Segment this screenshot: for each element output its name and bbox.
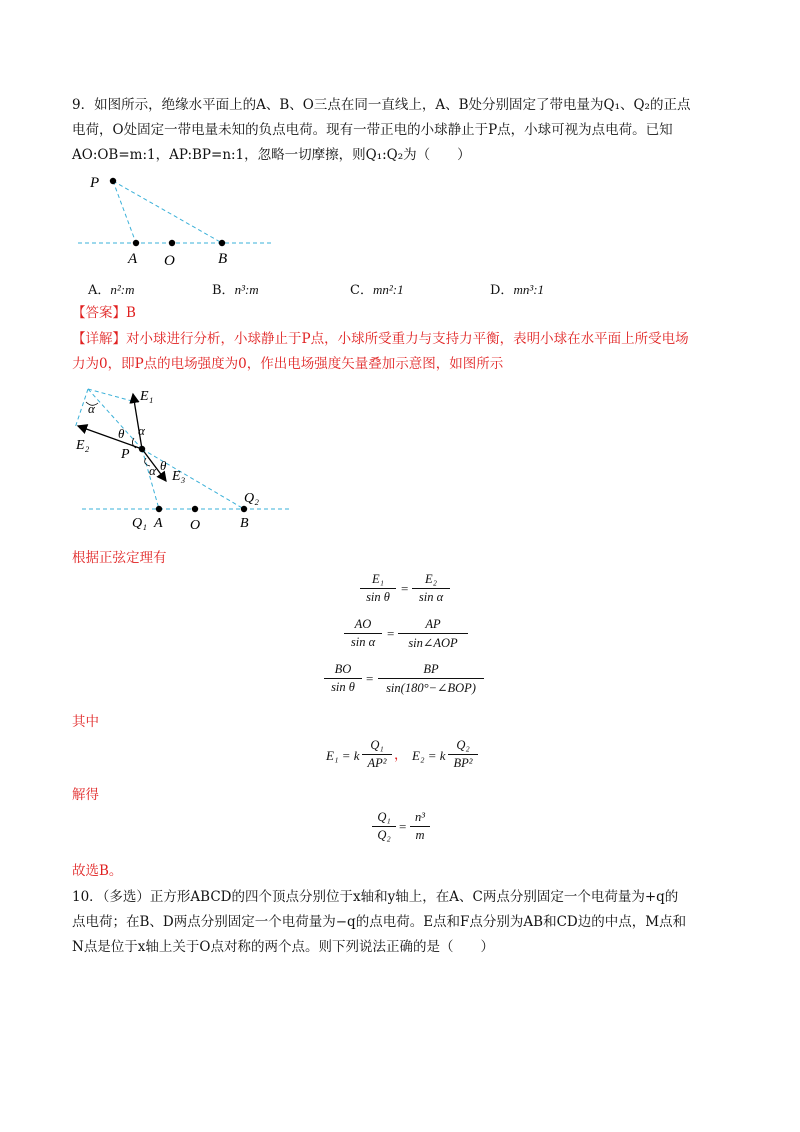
q9-line-2: 电荷，O处固定一带电量未知的负点电荷。现有一带正电的小球静止于P点，小球可视为点电荷。已知: [72, 122, 673, 138]
label-theta-low: θ: [160, 458, 167, 473]
dash-left: [75, 389, 88, 428]
q10-line-1: 10．（多选）正方形ABCD的四个顶点分别位于x轴和y轴上，在A、C两点分别固定一个电荷量为+q的: [72, 889, 679, 905]
detail-line-1: 【详解】对小球进行分析，小球静止于P点，小球所受重力与支持力平衡，表明小球在水平面上所受电场: [72, 331, 689, 347]
label-p: P: [121, 447, 130, 462]
sine-rule-text: 根据正弦定理有: [72, 550, 167, 566]
option-b[interactable]: B．n³:m: [212, 282, 259, 298]
option-d[interactable]: D．mn³:1: [490, 282, 545, 298]
label-p: P: [90, 175, 100, 191]
point-o: [169, 240, 175, 246]
label-q2: Q₂: [244, 491, 259, 506]
eq4-separator: ，: [394, 747, 408, 763]
eq1-equals: =: [401, 581, 409, 596]
eq4-part1: E₁ = k: [326, 748, 360, 763]
eq3-left-frac: BO sin θ: [324, 662, 362, 695]
label-a: A: [154, 516, 163, 531]
point-b: [241, 506, 247, 512]
eq5-right-frac: n³ m: [410, 810, 430, 843]
eq1-left-frac: E₁ sin θ: [360, 572, 396, 605]
point-p: [139, 446, 145, 452]
q10-line-2: 点电荷；在B、D两点分别固定一个电荷量为−q的点电荷。E点和F点分别为AB和CD边的中点，M点和: [72, 914, 687, 930]
answer: 【答案】B: [72, 305, 136, 321]
q9-figure: [72, 172, 282, 272]
detail-line-2: 力为0，即P点的电场强度为0，作出电场强度矢量叠加示意图，如图所示: [72, 356, 504, 372]
eq2-right-frac: AP sin∠AOP: [398, 617, 468, 651]
line-pb: [113, 181, 222, 243]
point-o: [192, 506, 198, 512]
label-alpha-low: α: [149, 463, 156, 478]
eq2-left-frac: AO sin α: [344, 617, 382, 650]
point-a: [156, 506, 162, 512]
point-p: [110, 178, 116, 184]
label-b: B: [218, 251, 228, 267]
label-e2: E₂: [76, 438, 90, 453]
label-alpha-mid: α: [138, 423, 145, 438]
eq3-right-frac: BP sin(180°−∠BOP): [378, 662, 484, 696]
q9-line-1: 9．如图所示，绝缘水平面上的A、B、O三点在同一直线上，A、B处分别固定了带电量为Q₁、Q₂的正点: [72, 97, 691, 113]
option-a[interactable]: A．n²:m: [88, 282, 135, 298]
option-c[interactable]: C．mn²:1: [350, 282, 404, 298]
choose-text: 故选B。: [72, 863, 123, 879]
label-b: B: [240, 516, 249, 531]
eq3-equals: =: [366, 671, 374, 686]
label-theta-left: θ: [118, 426, 125, 441]
point-a: [133, 240, 139, 246]
eq4-frac1: Q₁ AP²: [362, 738, 392, 771]
eq4-part2: E₂ = k: [412, 748, 446, 763]
dash-top: [88, 389, 132, 401]
eq2-equals: =: [387, 626, 395, 641]
label-o: O: [190, 518, 201, 533]
point-b: [219, 240, 225, 246]
line-pa: [113, 181, 136, 243]
label-o: O: [164, 253, 175, 269]
where-text: 其中: [72, 714, 99, 730]
label-a: A: [128, 251, 138, 267]
label-q1: Q₁: [132, 516, 147, 531]
label-e1: E₁: [140, 389, 154, 404]
q10-line-3: N点是位于x轴上关于O点对称的两个点。则下列说法正确的是（ ）: [72, 939, 494, 955]
eq1-right-frac: E₂ sin α: [412, 572, 450, 605]
label-e3: E₃: [172, 469, 186, 484]
eq5-left-frac: Q₁ Q₂: [372, 810, 396, 843]
eq5-equals: =: [399, 819, 407, 834]
label-alpha-top: α: [88, 401, 95, 416]
q9-line-3: AO:OB=m:1，AP:BP=n:1，忽略一切摩擦，则Q₁:Q₂为（ ）: [72, 147, 471, 163]
vector-figure: [72, 378, 302, 533]
eq4-frac2: Q₂ BP²: [448, 738, 478, 771]
solve-text: 解得: [72, 787, 99, 803]
dash-pb: [142, 449, 244, 509]
